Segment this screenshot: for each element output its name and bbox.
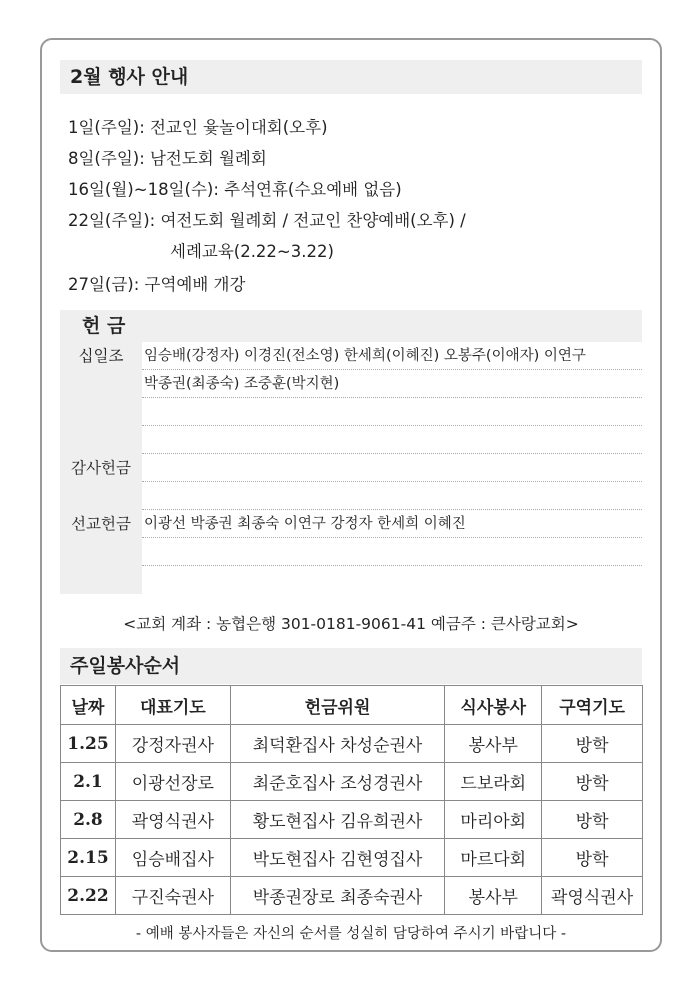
tithe-row — [60, 426, 642, 454]
prayer-cell: 이광선장로 — [115, 763, 230, 801]
table-row — [61, 725, 643, 763]
tithe-row — [60, 342, 642, 370]
mission-row — [60, 510, 642, 538]
event-item: 27일(금): 구역예배 개강 — [68, 275, 246, 294]
offering-cell: 황도현집사 김유희권사 — [230, 801, 445, 839]
col-header-offering: 헌금위원 — [230, 686, 445, 725]
offering-cell: 최덕환집사 차성순권사 — [230, 725, 445, 763]
event-item: 22일(주일): 여전도회 월례회 / 전교인 찬양예배(오후) / — [68, 211, 466, 230]
prayer-cell: 구진숙권사 — [115, 877, 230, 915]
col-header-meal: 식사봉사 — [445, 686, 542, 725]
col-header-district: 구역기도 — [542, 686, 643, 725]
thanks-row — [60, 454, 642, 482]
event-item: 1일(주일): 전교인 윷놀이대회(오후) — [68, 118, 328, 137]
mission-row — [60, 538, 642, 566]
duty-table — [60, 685, 643, 915]
meal-cell: 봉사부 — [445, 877, 542, 915]
label-cell — [60, 566, 142, 594]
label-cell — [60, 370, 142, 398]
date-cell: 2.22 — [61, 877, 116, 915]
event-item-continued: 세례교육(2.22~3.22) — [170, 242, 334, 261]
date-cell: 2.1 — [61, 763, 116, 801]
events-heading: 2월 행사 안내 — [60, 60, 642, 94]
prayer-cell: 곽영식권사 — [115, 801, 230, 839]
date-cell: 2.15 — [61, 839, 116, 877]
offering-cell: 박종권장로 최종숙권사 — [230, 877, 445, 915]
col-header-date: 날짜 — [61, 686, 116, 725]
table-row — [61, 839, 643, 877]
tithe-names: 박종권(최종숙) 조중훈(박지현) — [144, 376, 340, 392]
district-cell: 방학 — [542, 801, 643, 839]
label-cell — [60, 398, 142, 426]
date-cell: 1.25 — [61, 725, 116, 763]
offering-heading: 헌 금 — [60, 310, 642, 342]
mission-row — [60, 566, 642, 594]
label-cell — [60, 538, 142, 566]
district-cell: 방학 — [542, 763, 643, 801]
meal-cell: 드보라회 — [445, 763, 542, 801]
tithe-row — [60, 398, 642, 426]
event-item: 16일(월)~18일(수): 추석연휴(수요예배 없음) — [68, 180, 402, 199]
event-item: 8일(주일): 남전도회 월례회 — [68, 149, 267, 168]
date-cell: 2.8 — [61, 801, 116, 839]
meal-cell: 봉사부 — [445, 725, 542, 763]
thanks-row — [60, 482, 642, 510]
meal-cell: 마르다회 — [445, 839, 542, 877]
tithe-row — [60, 370, 642, 398]
tithe-label: 십일조 — [60, 342, 142, 370]
offering-cell: 최준호집사 조성경권사 — [230, 763, 445, 801]
mission-label: 선교헌금 — [60, 510, 142, 538]
col-header-prayer: 대표기도 — [115, 686, 230, 725]
table-row — [61, 877, 643, 915]
label-cell — [60, 426, 142, 454]
prayer-cell: 강정자권사 — [115, 725, 230, 763]
bank-account-note: <교회 계좌 : 농협은행 301-0181-9061-41 예금주 : 큰사랑교회> — [123, 615, 579, 633]
offering-cell: 박도현집사 김현영집사 — [230, 839, 445, 877]
table-row — [61, 763, 643, 801]
prayer-cell: 임승배집사 — [115, 839, 230, 877]
duty-heading: 주일봉사순서 — [60, 648, 642, 684]
district-cell: 방학 — [542, 725, 643, 763]
table-row — [61, 801, 643, 839]
label-cell — [60, 482, 142, 510]
district-cell: 곽영식권사 — [542, 877, 643, 915]
thanks-label: 감사헌금 — [60, 454, 142, 482]
mission-names: 이광선 박종권 최종숙 이연구 강정자 한세희 이혜진 — [144, 516, 466, 532]
tithe-names: 임승배(강정자) 이경진(전소영) 한세희(이혜진) 오봉주(이애자) 이연구 — [144, 348, 586, 364]
district-cell: 방학 — [542, 839, 643, 877]
meal-cell: 마리아회 — [445, 801, 542, 839]
table-header-row — [61, 686, 643, 725]
footer-note: - 예배 봉사자들은 자신의 순서를 성실히 담당하여 주시기 바랍니다 - — [135, 926, 567, 942]
